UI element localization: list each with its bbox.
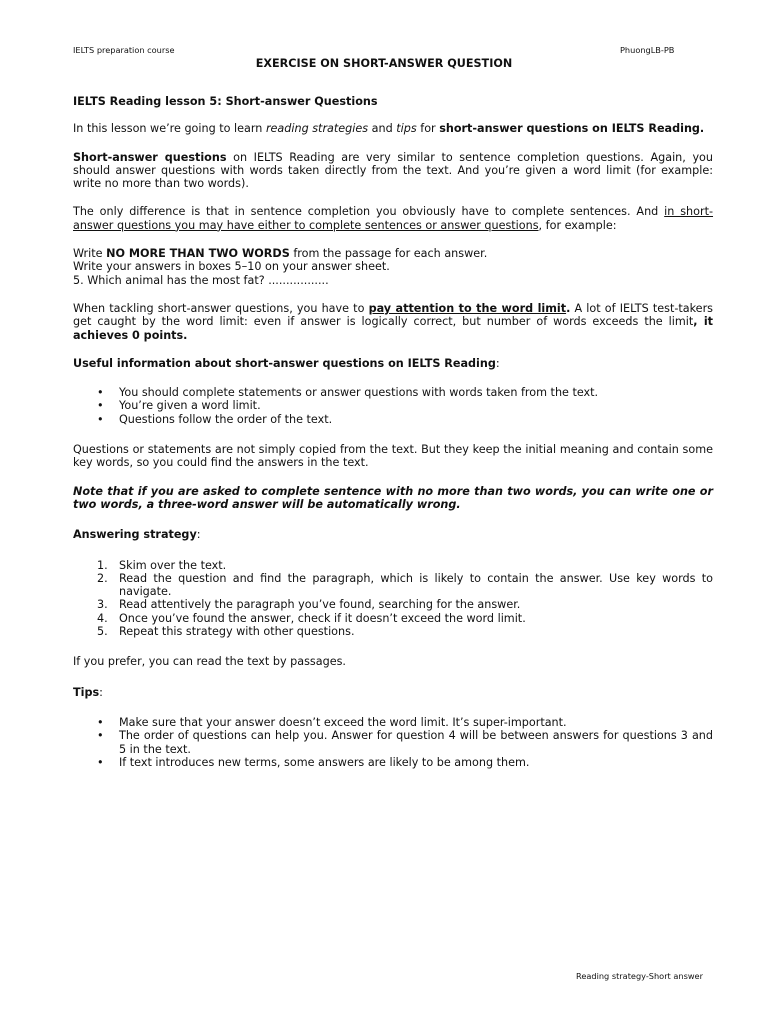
- list-item: 2. Read the question and find the paragraph, which is likely to contain the answer. Use key words to navigate.: [97, 571, 713, 599]
- difference-paragraph: The only difference is that in sentence completion you obviously have to complete sentences. And in short-answer questions you may have either to complete sentences or answer questions, for example:: [73, 205, 714, 232]
- word-limit-paragraph: When tackling short-answer questions, you have to pay attention to the word limit. A lot of IELTS test-takers get caught by the word limit: even if answer is logically correct, but number of words exceeds the limit, it achieves 0 points.: [73, 301, 714, 342]
- bullet-icon: •: [97, 399, 104, 413]
- bullet-icon: •: [97, 715, 104, 729]
- useful-info-heading: Useful information about short-answer questions on IELTS Reading:: [73, 356, 500, 370]
- example-line-1: Write NO MORE THAN TWO WORDS from the passage for each answer.: [73, 247, 488, 261]
- header-course-name: IELTS preparation course: [73, 45, 175, 55]
- intro-paragraph: In this lesson we’re going to learn reading strategies and tips for short-answer questions on IELTS Reading.: [73, 122, 705, 136]
- passages-paragraph: If you prefer, you can read the text by passages.: [73, 655, 346, 669]
- example-line-2: Write your answers in boxes 5–10 on your answer sheet.: [73, 260, 390, 274]
- list-item: • Make sure that your answer doesn’t exceed the word limit. It’s super-important.: [97, 715, 567, 729]
- example-line-3: 5. Which animal has the most fat? .................: [73, 273, 329, 287]
- note-paragraph: Note that if you are asked to complete sentence with no more than two words, you can write one or two words, a three-word answer will be automatically wrong.: [73, 484, 713, 511]
- list-item: • If text introduces new terms, some answers are likely to be among them.: [97, 755, 530, 769]
- bullet-icon: •: [97, 386, 104, 400]
- page-footer: Reading strategy-Short answer: [576, 971, 703, 981]
- list-item: • You should complete statements or answer questions with words taken from the text.: [97, 386, 599, 400]
- list-item: • You’re given a word limit.: [97, 399, 261, 413]
- list-item: • The order of questions can help you. Answer for question 4 will be between answers for questions 3 and 5 in the text.: [97, 729, 713, 756]
- definition-paragraph: Short-answer questions on IELTS Reading are very similar to sentence completion questions. Again, you should answer questions with words taken directly from the text. And you’re given a word limit (for example: write no more than two words).: [73, 150, 713, 191]
- list-item: 3. Read attentively the paragraph you’ve found, searching for the answer.: [97, 598, 521, 612]
- bullet-icon: •: [97, 412, 104, 426]
- strategy-list: [73, 559, 713, 639]
- bullet-icon: •: [97, 755, 104, 769]
- lesson-title: IELTS Reading lesson 5: Short-answer Questions: [73, 95, 378, 108]
- list-item: 1. Skim over the text.: [97, 558, 227, 572]
- bullet-icon: •: [97, 729, 104, 743]
- tips-heading: Tips:: [73, 685, 103, 699]
- useful-info-list: [73, 386, 713, 426]
- document-body: [73, 95, 713, 769]
- page-title: EXERCISE ON SHORT-ANSWER QUESTION: [255, 57, 513, 70]
- tips-list: [73, 716, 713, 769]
- list-item: 4. Once you’ve found the answer, check if it doesn’t exceed the word limit.: [97, 611, 526, 625]
- key-words-paragraph: Questions or statements are not simply copied from the text. But they keep the initial meaning and contain some key words, so you could find the answers in the text.: [73, 443, 713, 470]
- header-author: PhuongLB-PB: [620, 45, 675, 55]
- list-item: 5. Repeat this strategy with other questions.: [97, 625, 355, 639]
- example-block: [73, 247, 713, 287]
- strategy-heading: Answering strategy:: [73, 528, 201, 542]
- list-item: • Questions follow the order of the text.: [97, 412, 333, 426]
